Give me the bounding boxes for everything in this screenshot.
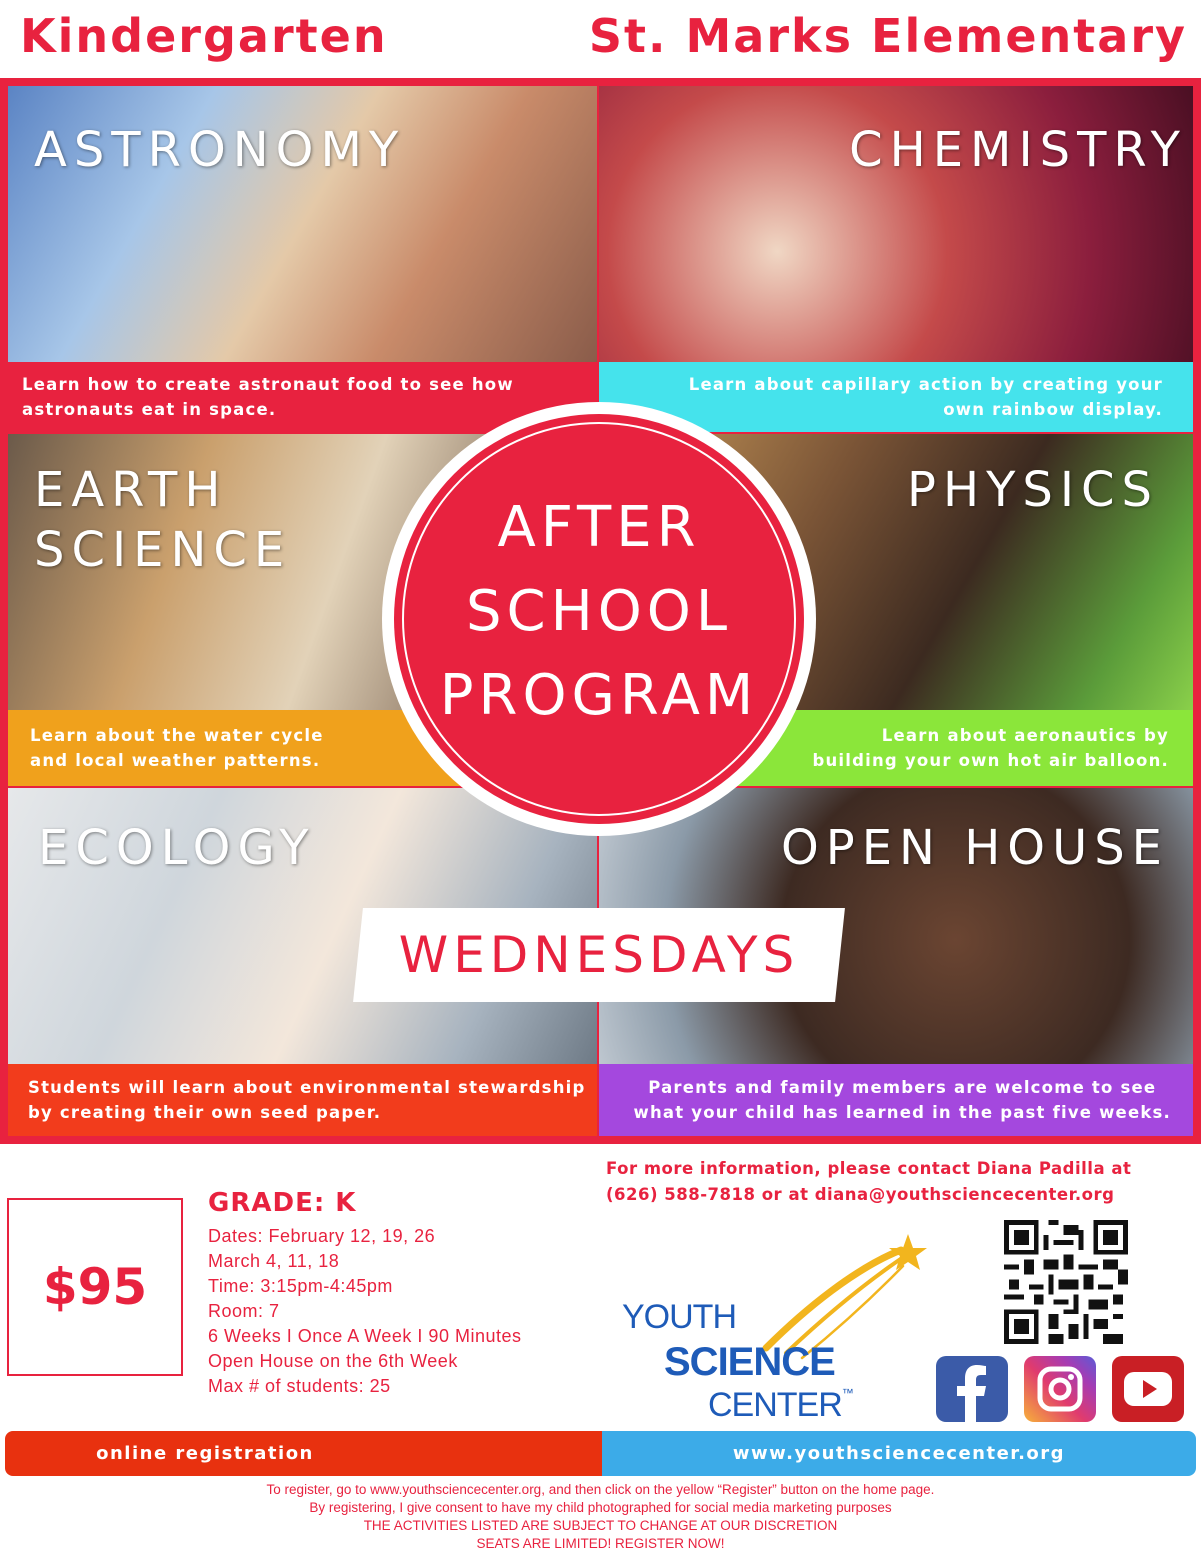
footer-disclaimer: THE ACTIVITIES LISTED ARE SUBJECT TO CHANGE AT OUR DISCRETION	[363, 1518, 838, 1533]
panel-title: OPEN HOUSE	[780, 820, 1169, 876]
detail-dates-cont: March 4, 11, 18	[208, 1251, 340, 1271]
youth-science-center-logo	[616, 1228, 936, 1428]
panel-description: Learn about the water cycle and local weather patterns.	[8, 710, 597, 786]
panel-title: ECOLOGY	[38, 820, 316, 876]
online-registration-label[interactable]: online registration	[96, 1443, 314, 1464]
facebook-icon[interactable]	[936, 1356, 1008, 1422]
panel-astronomy	[8, 86, 597, 432]
day-banner-text: WEDNESDAYS	[398, 926, 800, 984]
footer-seats-limited: SEATS ARE LIMITED! REGISTER NOW!	[476, 1536, 725, 1551]
school-heading: St. Marks Elementary	[588, 9, 1187, 63]
footer-consent: By registering, I give consent to have my child photographed for social media marketing purposes	[309, 1500, 892, 1515]
panel-description: Parents and family members are welcome to see what your child has learned in the past five weeks.	[599, 1064, 1193, 1136]
footer-register-instructions: To register, go to www.youthsciencecenter.org, and then click on the yellow “Register” button on the home page.	[266, 1482, 935, 1497]
contact-line: For more information, please contact Diana Padilla at	[606, 1159, 1132, 1178]
grade-label: GRADE: K	[208, 1188, 357, 1218]
price: $95	[42, 1258, 148, 1316]
logo-word-center: CENTER™	[708, 1386, 853, 1424]
website-link[interactable]: www.youthsciencecenter.org	[732, 1443, 1066, 1464]
panel-description: Learn about capillary action by creating your own rainbow display.	[599, 362, 1193, 432]
panel-title: PHYSICS	[907, 462, 1159, 518]
panel-title: EARTH SCIENCE	[34, 462, 292, 578]
program-title: AFTER SCHOOL PROGRAM	[439, 495, 759, 728]
panel-chemistry	[599, 86, 1193, 432]
program-badge	[382, 402, 816, 836]
logo-word-science: SCIENCE	[664, 1340, 835, 1384]
instagram-icon[interactable]	[1024, 1356, 1096, 1422]
footer-notes	[0, 1481, 1201, 1553]
online-registration-bar[interactable]	[5, 1431, 602, 1476]
detail-time: Time: 3:15pm-4:45pm	[208, 1276, 393, 1296]
panel-title: ASTRONOMY	[34, 122, 406, 178]
panel-description: Learn about aeronautics by building your own hot air balloon.	[599, 710, 1193, 786]
program-details	[208, 1224, 521, 1399]
panel-title: CHEMISTRY	[849, 122, 1187, 178]
qr-code-icon[interactable]	[998, 1220, 1134, 1344]
price-box	[7, 1198, 183, 1376]
contact-info	[606, 1156, 1196, 1208]
detail-room: Room: 7	[208, 1301, 280, 1321]
detail-max-students: Max # of students: 25	[208, 1376, 391, 1396]
detail-open-house: Open House on the 6th Week	[208, 1351, 458, 1371]
website-bar[interactable]	[602, 1431, 1196, 1476]
panel-description: Students will learn about environmental stewardship by creating their own seed paper.	[8, 1064, 597, 1136]
detail-dates: Dates: February 12, 19, 26	[208, 1226, 436, 1246]
logo-word-youth: YOUTH	[622, 1298, 736, 1336]
panel-description: Learn how to create astronaut food to see how astronauts eat in space.	[8, 362, 597, 432]
contact-line[interactable]: (626) 588-7818 or at diana@youthsciencecenter.org	[606, 1185, 1115, 1204]
grade-heading: Kindergarten	[20, 9, 388, 63]
youtube-icon[interactable]	[1112, 1356, 1184, 1422]
detail-schedule: 6 Weeks I Once A Week I 90 Minutes	[208, 1326, 522, 1346]
